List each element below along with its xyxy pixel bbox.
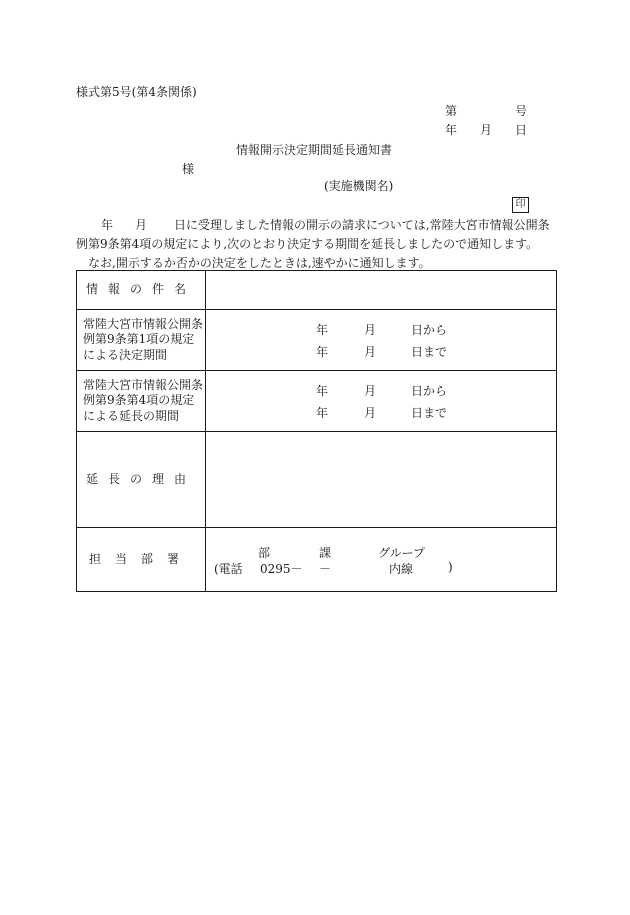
date-year: 年 <box>445 123 458 137</box>
phone-label: (電話 <box>214 561 243 576</box>
period-from: 日から <box>411 384 448 398</box>
period-year: 年 <box>316 384 329 398</box>
subject-label: 情報の件名 <box>77 271 206 310</box>
extension-period-label: 常陸大宮市情報公開条例第9条第4項の規定による延長の期間 <box>77 371 206 432</box>
period-month: 月 <box>364 384 377 398</box>
phone-close: ) <box>448 559 453 574</box>
body-line2: 例第9条第4項の規定により,次のとおり決定する期間を延長しましたので通知します。 <box>76 237 539 251</box>
dept-bu: 部 <box>258 545 271 560</box>
dept-label: 担当部署 <box>77 528 206 592</box>
dept-ka: 課 <box>319 545 332 560</box>
period-until: 日まで <box>411 406 448 420</box>
date-month: 月 <box>480 123 493 137</box>
phone-dash: － <box>319 561 332 576</box>
phone-extension: 内線 <box>389 561 414 576</box>
date-day: 日 <box>515 123 528 137</box>
period-year: 年 <box>316 406 329 420</box>
period-year: 年 <box>316 323 329 337</box>
period-month: 月 <box>364 323 377 337</box>
phone-prefix: 0295－ <box>260 561 303 576</box>
period-year: 年 <box>316 345 329 359</box>
table-row <box>77 528 557 592</box>
period-month: 月 <box>364 345 377 359</box>
doc-number-prefix: 第 <box>445 104 458 118</box>
document-title: 情報開示決定期間延長通知書 <box>236 143 393 157</box>
agency-name: (実施機関名) <box>324 179 394 193</box>
decision-period-label: 常陸大宮市情報公開条例第9条第1項の規定による決定期間 <box>77 310 206 371</box>
extension-period-value <box>206 371 557 432</box>
period-until: 日まで <box>411 345 448 359</box>
table-row <box>77 271 557 310</box>
body-year: 年 <box>101 218 114 232</box>
doc-number-suffix: 号 <box>515 104 528 118</box>
dept-group: グループ <box>378 545 426 560</box>
period-from: 日から <box>411 323 448 337</box>
addressee-suffix: 様 <box>182 162 195 176</box>
notice-table <box>76 270 557 592</box>
reason-value <box>206 432 557 528</box>
body-line1: 日に受理しました情報の開示の請求については,常陸大宮市情報公開条 <box>174 218 550 232</box>
body-line3: なお,開示するか否かの決定をしたときは,速やかに通知します。 <box>88 256 431 270</box>
dept-value <box>206 528 557 592</box>
table-row <box>77 432 557 528</box>
reason-label: 延長の理由 <box>77 432 206 528</box>
decision-period-value <box>206 310 557 371</box>
form-number: 様式第5号(第4条関係) <box>76 85 197 99</box>
seal-mark: 印 <box>512 197 529 213</box>
period-month: 月 <box>364 406 377 420</box>
body-month: 月 <box>135 218 148 232</box>
table-row <box>77 310 557 371</box>
subject-value <box>206 271 557 310</box>
table-row <box>77 371 557 432</box>
